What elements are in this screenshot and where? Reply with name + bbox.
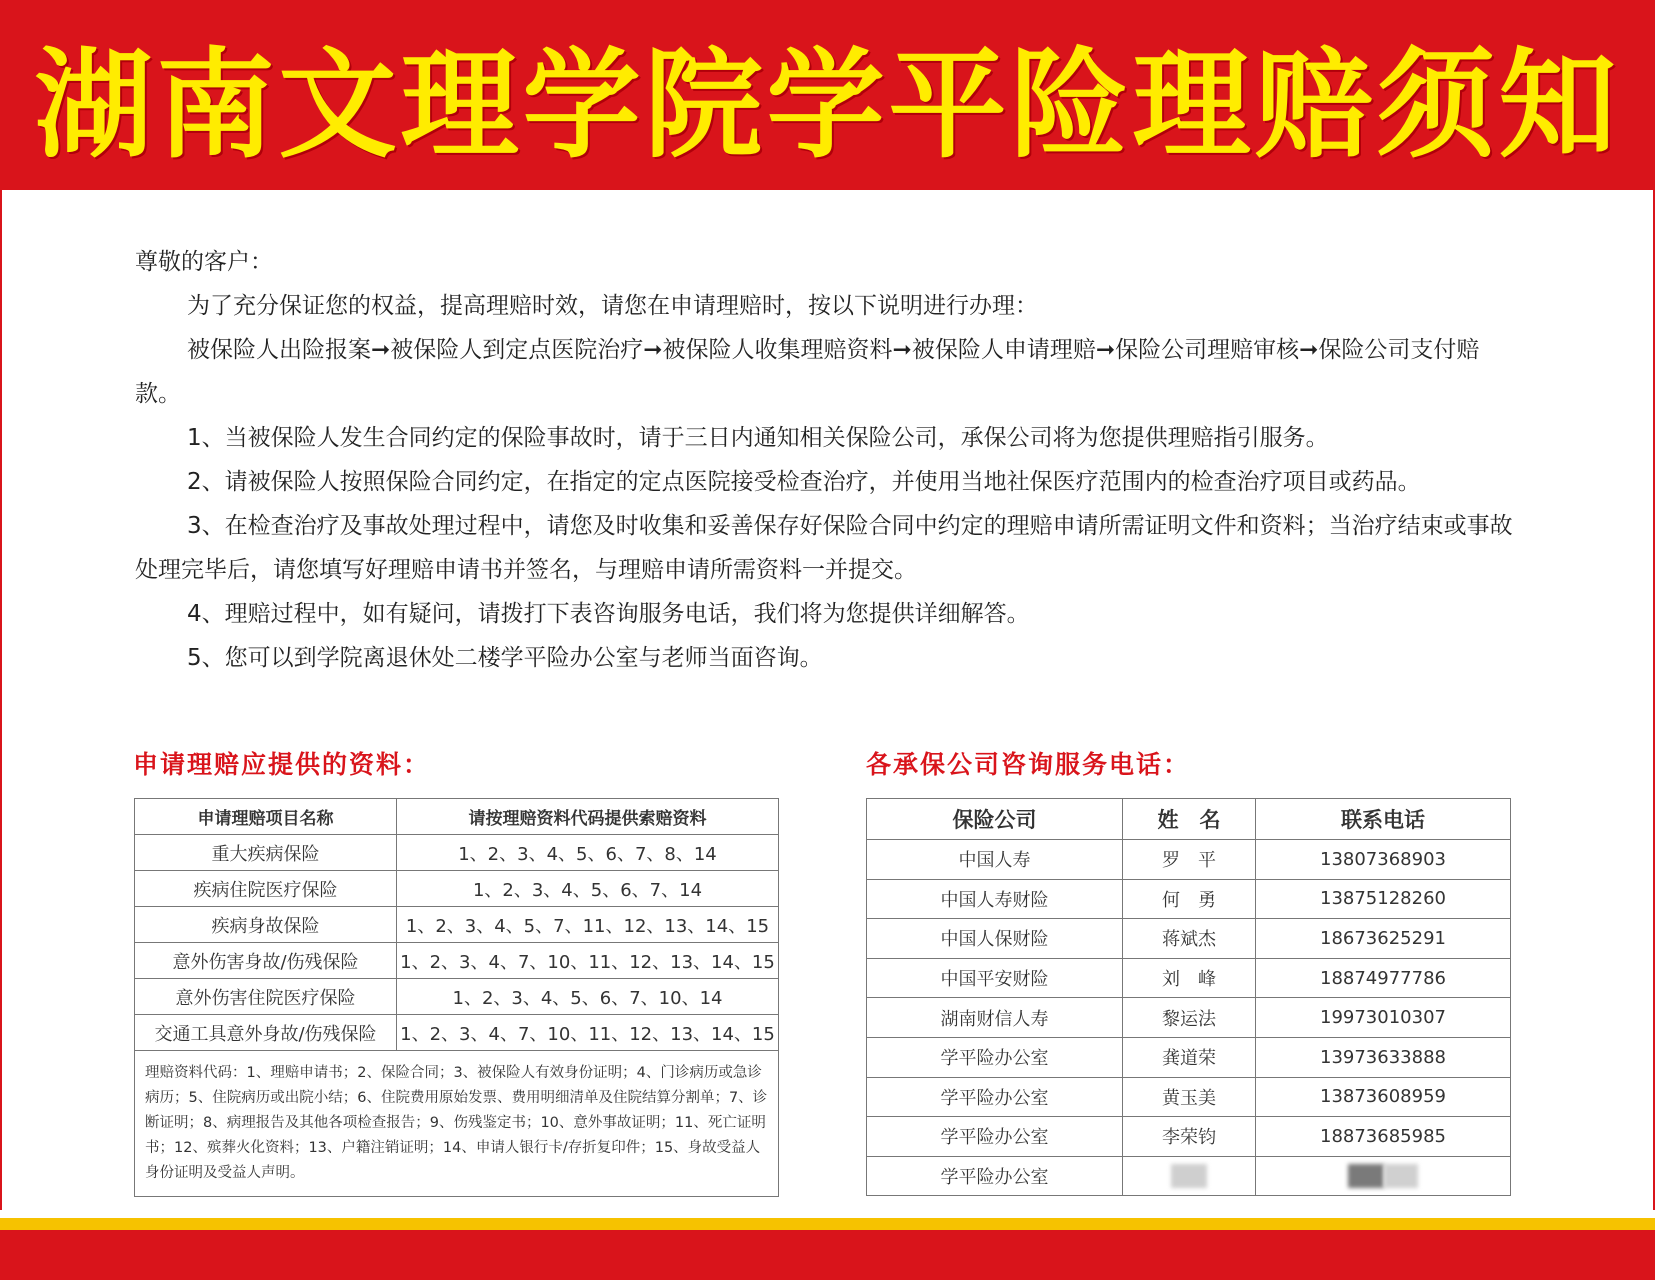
table-row <box>867 1117 1511 1157</box>
materials-section-title: 申请理赔应提供的资料： <box>133 750 431 779</box>
contact-name-cell: 刘 峰 <box>1123 958 1256 998</box>
contact-name-cell: 李荣钧 <box>1123 1117 1256 1157</box>
footer-yellow-stripe <box>0 1218 1655 1230</box>
table-row <box>135 1015 779 1051</box>
column-header: 请按理赔资料代码提供索赔资料 <box>397 799 779 835</box>
claim-item-codes: 1、2、3、4、5、6、7、14 <box>397 871 779 907</box>
table-row <box>135 907 779 943</box>
materials-table <box>134 798 779 1197</box>
column-header: 申请理赔项目名称 <box>135 799 397 835</box>
claim-item-name: 交通工具意外身故/伤残保险 <box>135 1015 397 1051</box>
phone-cell: 13807368903 <box>1256 840 1511 880</box>
table-row <box>867 1156 1511 1196</box>
table-row <box>867 919 1511 959</box>
table-row <box>867 879 1511 919</box>
phone-cell: 19973010307 <box>1256 998 1511 1038</box>
company-cell: 学平险办公室 <box>867 1037 1123 1077</box>
claim-item-codes: 1、2、3、4、5、7、11、12、13、14、15 <box>397 907 779 943</box>
table-row <box>135 871 779 907</box>
company-cell: 中国人寿 <box>867 840 1123 880</box>
table-header-row <box>867 799 1511 840</box>
table-row <box>135 979 779 1015</box>
claim-item-codes: 1、2、3、4、7、10、11、12、13、14、15 <box>397 1015 779 1051</box>
table-row <box>135 835 779 871</box>
table-row <box>867 1077 1511 1117</box>
contacts-table <box>866 798 1511 1196</box>
column-header: 保险公司 <box>867 799 1123 840</box>
intro-paragraph: 为了充分保证您的权益，提高理赔时效，请您在申请理赔时，按以下说明进行办理： <box>187 293 1038 319</box>
table-row <box>867 998 1511 1038</box>
phone-cell: 13873608959 <box>1256 1077 1511 1117</box>
claim-item-codes: 1、2、3、4、5、6、7、8、14 <box>397 835 779 871</box>
table-row <box>135 943 779 979</box>
redacted-phone <box>1384 1164 1418 1188</box>
phone-cell: 18874977786 <box>1256 958 1511 998</box>
company-cell: 中国平安财险 <box>867 958 1123 998</box>
column-header: 姓 名 <box>1123 799 1256 840</box>
material-code-note: 理赔资料代码：1、理赔申请书；2、保险合同；3、被保险人有效身份证明；4、门诊病历或急诊病历；5、住院病历或出院小结；6、住院费用原始发票、费用明细清单及住院结算分割单；7、诊断证明；8、病理报告及其他各项检查报告；9、伤残鉴定书；10、意外事故证明；11、死亡证明书；12、殡葬火化资料；13、户籍注销证明；14、申请人银行卡/存折复印件；15、身故受益人身份证明及受益人声明。 <box>135 1051 779 1197</box>
contact-name-cell: 黄玉美 <box>1123 1077 1256 1117</box>
instruction-item: 1、当被保险人发生合同约定的保险事故时，请于三日内通知相关保险公司，承保公司将为您提供理赔指引服务。 <box>187 425 1329 451</box>
redacted-name <box>1171 1164 1207 1188</box>
footer-red-band <box>0 1230 1655 1280</box>
phone-cell <box>1256 1156 1511 1196</box>
claim-item-name: 意外伤害住院医疗保险 <box>135 979 397 1015</box>
left-frame-line <box>0 190 2 1210</box>
column-header: 联系电话 <box>1256 799 1511 840</box>
phone-cell: 13973633888 <box>1256 1037 1511 1077</box>
header-banner <box>0 0 1655 190</box>
company-cell: 中国人寿财险 <box>867 879 1123 919</box>
contact-name-cell: 罗 平 <box>1123 840 1256 880</box>
table-note-row <box>135 1051 779 1197</box>
redacted-phone <box>1348 1164 1384 1188</box>
claim-item-codes: 1、2、3、4、5、6、7、10、14 <box>397 979 779 1015</box>
phone-cell: 18873685985 <box>1256 1117 1511 1157</box>
claim-item-codes: 1、2、3、4、7、10、11、12、13、14、15 <box>397 943 779 979</box>
table-row <box>867 958 1511 998</box>
company-cell: 学平险办公室 <box>867 1077 1123 1117</box>
table-row <box>867 840 1511 880</box>
greeting: 尊敬的客户： <box>135 249 273 275</box>
company-cell: 中国人保财险 <box>867 919 1123 959</box>
notice-body <box>135 240 1515 680</box>
claim-item-name: 疾病住院医疗保险 <box>135 871 397 907</box>
instruction-item: 5、您可以到学院离退休处二楼学平险办公室与老师当面咨询。 <box>187 645 823 671</box>
phone-cell: 18673625291 <box>1256 919 1511 959</box>
claim-item-name: 疾病身故保险 <box>135 907 397 943</box>
instruction-item: 4、理赔过程中，如有疑问，请拨打下表咨询服务电话，我们将为您提供详细解答。 <box>187 601 1030 627</box>
process-flow: 被保险人出险报案➞被保险人到定点医院治疗➞被保险人收集理赔资料➞被保险人申请理赔➞保险公司理赔审核➞保险公司支付赔款。 <box>135 337 1480 407</box>
contact-name-cell: 何 勇 <box>1123 879 1256 919</box>
contact-name-cell: 蒋斌杰 <box>1123 919 1256 959</box>
table-row <box>867 1037 1511 1077</box>
contact-name-cell: 龚道荣 <box>1123 1037 1256 1077</box>
instruction-item: 2、请被保险人按照保险合同约定，在指定的定点医院接受检查治疗，并使用当地社保医疗范围内的检查治疗项目或药品。 <box>187 469 1421 495</box>
contacts-section-title: 各承保公司咨询服务电话： <box>866 750 1191 779</box>
claim-item-name: 意外伤害身故/伤残保险 <box>135 943 397 979</box>
contact-name-cell <box>1123 1156 1256 1196</box>
claim-item-name: 重大疾病保险 <box>135 835 397 871</box>
contact-name-cell: 黎运法 <box>1123 998 1256 1038</box>
table-header-row <box>135 799 779 835</box>
page-title: 湖南文理学院学平险理赔须知 <box>34 36 1621 174</box>
company-cell: 湖南财信人寿 <box>867 998 1123 1038</box>
instruction-item: 3、在检查治疗及事故处理过程中，请您及时收集和妥善保存好保险合同中约定的理赔申请所需证明文件和资料；当治疗结束或事故处理完毕后，请您填写好理赔申请书并签名，与理赔申请所需资料一并提交。 <box>135 513 1513 583</box>
company-cell: 学平险办公室 <box>867 1156 1123 1196</box>
phone-cell: 13875128260 <box>1256 879 1511 919</box>
company-cell: 学平险办公室 <box>867 1117 1123 1157</box>
